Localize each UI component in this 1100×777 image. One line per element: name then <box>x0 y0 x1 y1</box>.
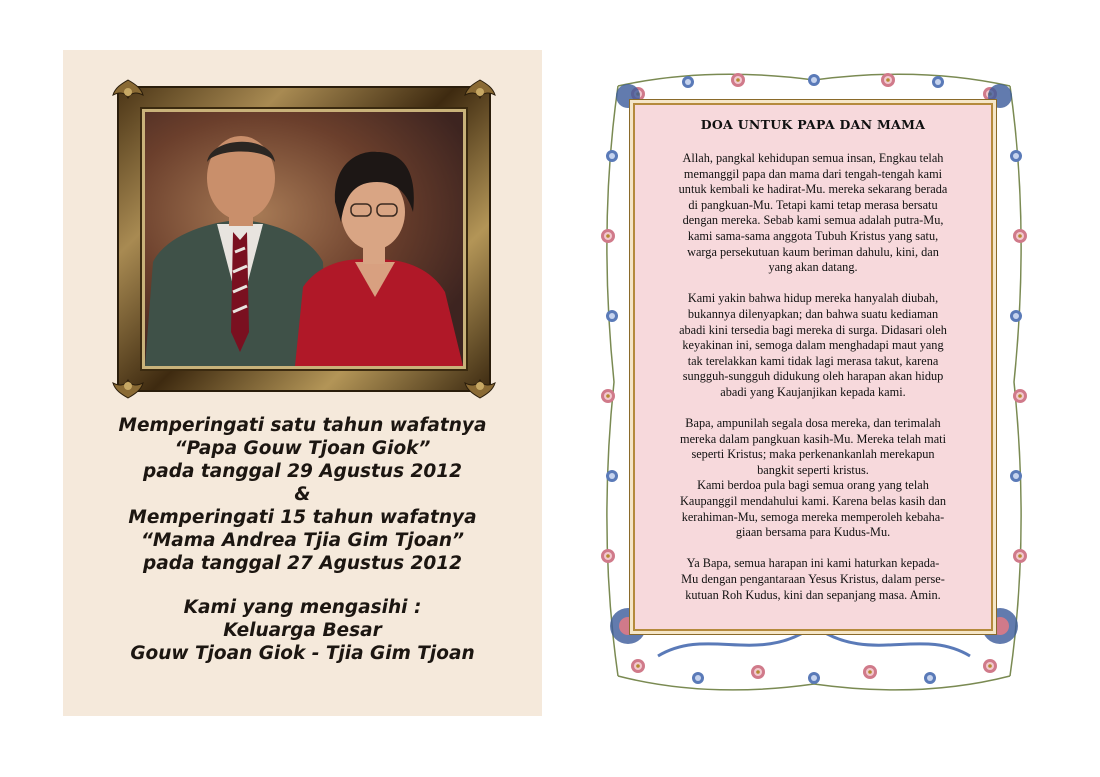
prayer-line: mereka dalam pangkuan kasih-Mu. Mereka telah mati <box>680 431 946 446</box>
couple-portrait-illustration <box>145 112 463 366</box>
prayer-line: kutuan Roh Kudus, kini dan sepanjang masa. Amin. <box>685 587 941 602</box>
prayer-line: untuk kembali ke hadirat-Mu. mereka sekarang berada <box>678 182 948 197</box>
prayer-paragraph <box>645 291 981 400</box>
prayer-line: sungguh-sungguh didukung oleh harapan akan hidup <box>682 369 944 384</box>
memorial-line: & <box>294 484 311 505</box>
prayer-line: Kami berdoa pula bagi semua orang yang telah <box>697 478 929 493</box>
frame-corner-ornament-icon <box>111 366 145 400</box>
prayer-line: kami sama-sama anggota Tubuh Kristus yang satu, <box>687 228 939 243</box>
closing-line: Kami yang mengasihi : <box>183 597 422 618</box>
ornate-photo-frame <box>117 86 491 392</box>
prayer-line: dengan mereka. Sebab kami semua adalah putra-Mu, <box>682 213 944 228</box>
prayer-line: warga persekutuan kaum beriman dahulu, kini, dan <box>687 244 939 259</box>
prayer-line: bangkit seperti kristus. <box>757 462 869 477</box>
prayer-line: Mu dengan pengantaraan Yesus Kristus, dalam perse- <box>681 572 945 587</box>
prayer-line: tak terelakkan kami tidak lagi merasa takut, karena <box>687 353 939 368</box>
frame-corner-ornament-icon <box>111 78 145 112</box>
memorial-line: pada tanggal 27 Agustus 2012 <box>142 553 463 574</box>
memorial-line: Memperingati 15 tahun wafatnya <box>128 507 477 528</box>
memorial-card-left <box>63 50 542 716</box>
prayer-line: yang akan datang. <box>768 260 858 275</box>
frame-corner-ornament-icon <box>463 366 497 400</box>
prayer-paragraph <box>645 556 981 603</box>
prayer-line: seperti Kristus; maka perkenankanlah merekapun <box>691 447 935 462</box>
prayer-line: bukannya dilenyapkan; dan bahwa suatu kediaman <box>687 306 939 321</box>
prayer-line: keyakinan ini, semoga dalam menghadapi maut yang <box>682 338 944 353</box>
closing-line: Gouw Tjoan Giok - Tjia Gim Tjoan <box>130 643 475 664</box>
prayer-line: Bapa, ampunilah segala dosa mereka, dan terimalah <box>685 416 941 431</box>
prayer-line: memanggil papa dan mama dari tengah-tengah kami <box>683 166 943 181</box>
prayer-line: abadi yang Kaujanjikan kepada kami. <box>720 384 906 399</box>
prayer-line: Ya Bapa, semua harapan ini kami haturkan kepada- <box>686 556 940 571</box>
prayer-title: DOA UNTUK PAPA DAN MAMA <box>700 117 926 132</box>
prayer-panel <box>633 103 993 631</box>
prayer-line: abadi kini tersedia bagi mereka di surga. Didasari oleh <box>679 322 947 337</box>
prayer-line: kerahiman-Mu, semoga mereka memperoleh kebaha- <box>681 509 945 524</box>
prayer-paragraph <box>645 416 981 541</box>
memorial-line: pada tanggal 29 Agustus 2012 <box>142 461 463 482</box>
prayer-card-right <box>598 66 1030 699</box>
prayer-line: Allah, pangkal kehidupan semua insan, Engkau telah <box>682 151 944 165</box>
memorial-line: Memperingati satu tahun wafatnya <box>118 415 487 436</box>
frame-corner-ornament-icon <box>463 78 497 112</box>
memorial-text <box>63 414 542 665</box>
prayer-line: giaan bersama para Kudus-Mu. <box>735 525 891 540</box>
prayer-line: Kami yakin bahwa hidup mereka hanyalah diubah, <box>687 291 939 306</box>
prayer-body <box>645 151 981 619</box>
memorial-line: “Papa Gouw Tjoan Giok” <box>174 438 431 459</box>
closing-line: Keluarga Besar <box>223 620 382 641</box>
prayer-line: di pangkuan-Mu. Tetapi kami tetap merasa bersatu <box>688 197 938 212</box>
prayer-line: Kaupanggil mendahului kami. Karena belas kasih dan <box>679 494 946 509</box>
memorial-line: “Mama Andrea Tjia Gim Tjoan” <box>140 530 465 551</box>
portrait-photo <box>145 112 463 366</box>
prayer-paragraph <box>645 151 981 276</box>
